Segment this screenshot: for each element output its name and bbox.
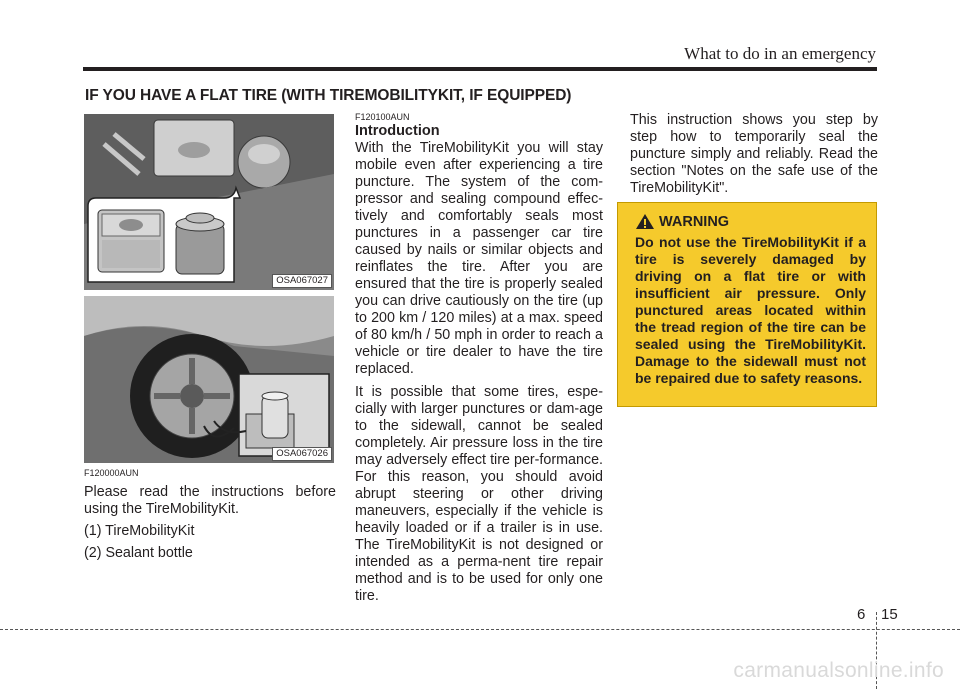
warning-label: WARNING	[659, 213, 730, 230]
instructions-paragraph: Please read the instructions before using the TireMobilityKit.	[84, 484, 336, 517]
instruction-overview-paragraph: This instruction shows you step by step how to temporarily seal the puncture simply and reliably. Read the section "Notes on the safe use of the TireMobilityKit".	[630, 112, 878, 196]
warning-title	[635, 213, 866, 230]
tiremobilitykit-photo	[84, 114, 334, 290]
trunk-kit-illustration	[84, 114, 334, 290]
watermark: carmanualsonline.info	[733, 659, 944, 682]
header-rule	[83, 67, 877, 71]
section-code: F120000AUN	[84, 468, 139, 478]
figure-code-top: OSA067027	[272, 274, 332, 288]
middle-column	[355, 112, 603, 605]
list-item-sealant-bottle: (2) Sealant bottle	[84, 545, 193, 561]
section-code: F120100AUN	[355, 112, 410, 122]
tire-kit-illustration	[84, 296, 334, 463]
introduction-heading: Introduction	[355, 123, 440, 139]
page-header-title: What to do in an emergency	[684, 44, 876, 63]
warning-triangle-icon	[635, 213, 655, 230]
right-column	[630, 112, 878, 197]
footer-divider	[0, 629, 960, 630]
kit-connected-to-tire-photo	[84, 296, 334, 463]
introduction-paragraph-2: It is possible that some tires, espe-cially with larger punctures or dam-age to the sidewall, cannot be sealed completely. Air pressure loss in the tire may adversely effect tire per-formance. For this reason, you should avoid abrupt steering or other driving maneuvers, especially if the vehicle is heavily loaded or if a trailer is in use. The TireMobilityKit is not designed or intended as a perma-nent tire repair method and is to be used for only one tire.	[355, 384, 603, 604]
section-heading: IF YOU HAVE A FLAT TIRE (WITH TIREMOBILITYKIT, IF EQUIPPED)	[85, 87, 572, 104]
warning-box	[617, 202, 877, 407]
page-number: 15	[881, 606, 898, 623]
left-column	[84, 468, 336, 562]
warning-text: Do not use the TireMobilityKit if a tire is severely damaged by driving on a flat tire or with insufficient air pressure. Only punctured areas located within the tread region of the tire can be sealed using the TireMobilityKit. Damage to the sidewall must not be repaired due to safety reasons.	[635, 234, 866, 386]
chapter-number: 6	[857, 606, 866, 623]
introduction-paragraph-1: With the TireMobilityKit you will stay mobile even after experiencing a tire puncture. The system of the com-pressor and sealing compound effec-tively and comfortably seals most punctures in a passenger car tire caused by nails or similar objects and reinflates the tire. After you are ensured that the tire is properly sealed you can drive cautiously on the tire (up to 200 km / 120 miles) at a max. speed of 80 km/h / 50 mph in order to reach a vehicle or tire dealer to have the tire replaced.	[355, 140, 603, 377]
figure-code-bottom: OSA067026	[272, 447, 332, 461]
list-item-tiremobilitykit: (1) TireMobilityKit	[84, 523, 195, 539]
